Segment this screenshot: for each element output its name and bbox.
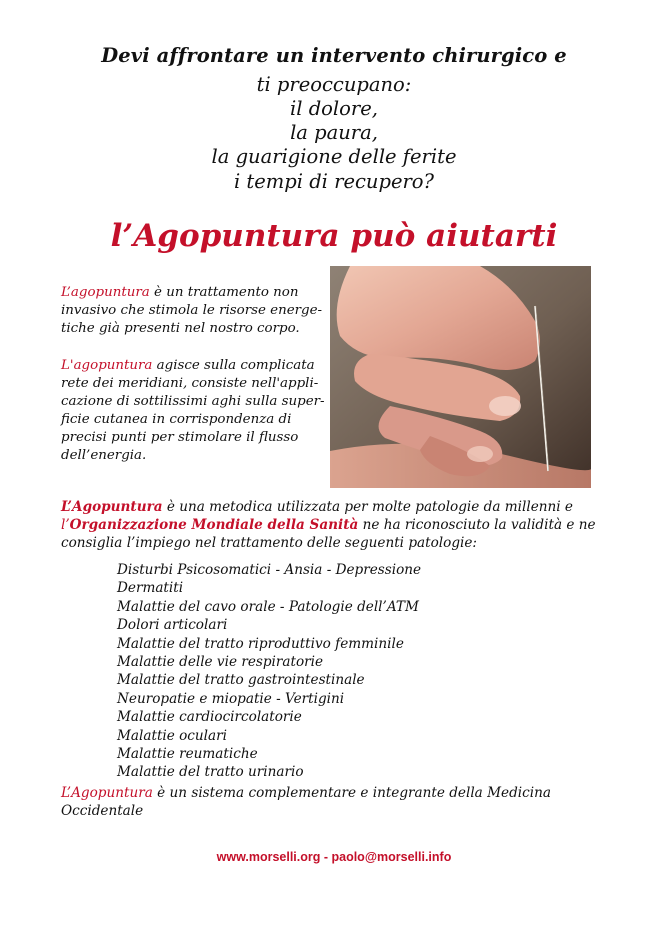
list-item: Disturbi Psicosomatici - Ansia - Depressione <box>117 562 422 578</box>
term-agopuntura: L’agopuntura <box>61 285 150 300</box>
acupuncture-photo <box>330 266 591 488</box>
who-prefix: l’ <box>61 517 70 533</box>
header-line-4: la paura, <box>290 121 378 144</box>
term-agopuntura: L'agopuntura <box>61 358 153 373</box>
header-line-6: i tempi di recupero? <box>233 170 435 193</box>
list-item: Malattie del tratto gastrointestinale <box>117 672 365 689</box>
list-item: Malattie oculari <box>117 727 227 744</box>
intro-text: è un trattamento non invasivo che stimola le risorse energe-tiche già presenti nel nostro corpo. <box>61 285 323 336</box>
header-line-3: il dolore, <box>290 97 378 120</box>
header-line-2: ti preoccupano: <box>256 73 412 96</box>
organization-name: Organizzazione Mondiale della Sanità <box>69 517 359 533</box>
list-item: Malattie delle vie respiratorie <box>117 654 324 671</box>
who-text-1: è una metodica utilizzata per molte patologie da millenni e <box>162 499 573 515</box>
closing-paragraph <box>61 784 621 820</box>
meridians-text: agisce sulla complicata rete dei meridiani, consiste nell'appli-cazione di sottilissimi aghi sulla super-ficie cutanea in corrispondenza di precisi punti per stimolare il flusso dell’energia. <box>61 358 325 463</box>
page-title: l’Agopuntura può aiutarti <box>110 218 558 254</box>
intro-paragraph <box>61 284 331 338</box>
list-item: Dolori articolari <box>117 617 228 634</box>
closing-text: è un sistema complementare e integrante della Medicina Occidentale <box>61 785 551 819</box>
term-agopuntura: L’Agopuntura <box>61 499 163 515</box>
list-item: Neuropatie e miopatie - Vertigini <box>117 690 345 707</box>
who-paragraph <box>61 498 621 552</box>
list-item: Malattie del tratto urinario <box>117 764 304 781</box>
list-item: Dermatiti <box>117 580 184 597</box>
list-item: Malattie del tratto riproduttivo femminile <box>117 635 404 652</box>
header-line-5: la guarigione delle ferite <box>211 145 457 168</box>
list-item: Malattie reumatiche <box>117 746 258 763</box>
meridians-paragraph <box>61 357 331 465</box>
term-agopuntura: L’Agopuntura <box>61 785 153 801</box>
who-text-2: ne ha riconosciuto la validità e ne consiglia l’impiego nel trattamento delle seguenti patologie: <box>61 517 596 551</box>
header-line-1: Devi affrontare un intervento chirurgico e <box>101 44 567 67</box>
footer-contacts[interactable]: www.morselli.org - paolo@morselli.info <box>216 850 452 864</box>
list-item: Malattie cardiocircolatorie <box>117 709 302 726</box>
list-item: Malattie del cavo orale - Patologie dell’ATM <box>117 598 419 615</box>
conditions-list <box>117 561 421 782</box>
